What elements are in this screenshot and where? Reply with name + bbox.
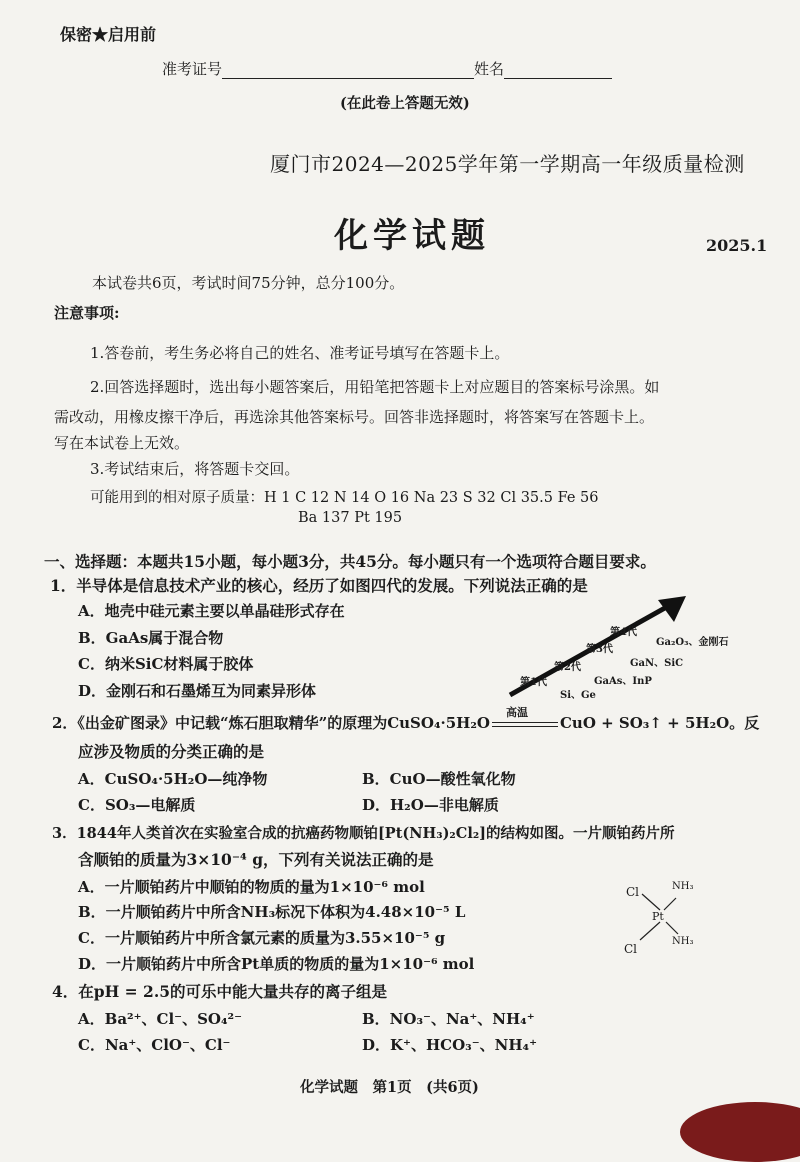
name-blank: [504, 78, 612, 79]
gen4-label: 第4代: [610, 627, 637, 638]
cl-top-label: Cl: [626, 885, 640, 899]
q4-option-a: A．Ba²⁺、Cl⁻、SO₄²⁻: [78, 1010, 243, 1028]
q3-option-d: D．一片顺铂药片中所含Pt单质的物质的量为1×10⁻⁶ mol: [78, 955, 475, 973]
note-2-line2: 需改动，用橡皮擦干净后，再选涂其他答案标号。回答非选择题时，将答案写在答题卡上。: [54, 408, 655, 426]
nh3-bottom-label: NH₃: [672, 936, 694, 947]
bond-pt-cl-bottom: [640, 922, 660, 940]
cl-bottom-label: Cl: [624, 942, 638, 956]
note-3: 3.考试结束后，将答题卡交回。: [90, 460, 300, 478]
q3-stem: 3．1844年人类首次在实验室合成的抗癌药物顺铂[Pt(NH₃)₂Cl₂]的结构如图。一片顺铂药片所: [52, 825, 675, 842]
pt-center-label: Pt: [652, 910, 664, 923]
atomic-mass-line2: Ba 137 Pt 195: [298, 510, 403, 526]
q2-option-d: D．H₂O—非电解质: [362, 796, 499, 814]
q2-option-b: B．CuO—酸性氧化物: [362, 770, 516, 788]
q2-stem-line2: 应涉及物质的分类正确的是: [78, 742, 265, 761]
bond-pt-cl-top: [642, 894, 660, 910]
q2-stem: [52, 706, 760, 733]
gen2-materials: GaAs、InP: [594, 676, 652, 687]
gen3-materials: GaN、SiC: [630, 658, 684, 669]
exam-id-row: [162, 58, 612, 79]
q4-option-d: D．K⁺、HCO₃⁻、NH₄⁺: [362, 1036, 537, 1054]
bond-pt-nh3-top: [664, 898, 676, 910]
q1-stem: 1．半导体是信息技术产业的核心，经历了如图四代的发展。下列说法正确的是: [50, 576, 588, 595]
q2-option-a: A．CuSO₄·5H₂O—纯净物: [78, 770, 268, 788]
name-label: 姓名: [474, 60, 505, 78]
intro-text: 本试卷共6页，考试时间75分钟，总分100分。: [92, 274, 405, 292]
invalid-note: (在此卷上答题无效): [340, 95, 470, 112]
q1-option-c: C．纳米SiC材料属于胶体: [78, 655, 254, 673]
q4-stem: 4．在pH = 2.5的可乐中能大量共存的离子组是: [52, 982, 388, 1001]
q2-stem-part1: 2．《出金矿图录》中记载“炼石胆取精华”的原理为CuSO₄·5H₂O: [52, 714, 490, 732]
nh3-top-label: NH₃: [672, 881, 694, 892]
exam-date: 2025.1: [706, 236, 768, 255]
notes-heading: 注意事项:: [54, 304, 120, 322]
q3-option-b: B．一片顺铂药片中所含NH₃标况下体积为4.48×10⁻⁵ L: [78, 903, 466, 921]
q4-option-c: C．Na⁺、ClO⁻、Cl⁻: [78, 1036, 231, 1054]
q2-option-c: C．SO₃—电解质: [78, 796, 196, 814]
page-footer: 化学试题 第1页 (共6页): [300, 1079, 479, 1096]
q1-option-b: B．GaAs属于混合物: [78, 629, 224, 647]
gen1-label: 第1代: [520, 677, 547, 688]
q4-option-b: B．NO₃⁻、Na⁺、NH₄⁺: [362, 1010, 535, 1028]
q3-stem-line2: 含顺铂的质量为3×10⁻⁴ g，下列有关说法正确的是: [78, 850, 434, 869]
corner-shadow: [680, 1102, 800, 1162]
q3-option-c: C．一片顺铂药片中所含氯元素的质量为3.55×10⁻⁵ g: [78, 929, 446, 947]
q1-option-d: D．金刚石和石墨烯互为同素异形体: [78, 682, 317, 700]
q3-option-a: A．一片顺铂药片中顺铂的物质的量为1×10⁻⁶ mol: [78, 878, 425, 896]
confidential-label: 保密★启用前: [60, 25, 157, 44]
reaction-condition-label: 高温: [505, 706, 528, 719]
gen4-materials: Ga₂O₃、金刚石: [656, 637, 729, 648]
note-1: 1.答卷前，考生务必将自己的姓名、准考证号填写在答题卡上。: [90, 344, 510, 362]
subject-title: 化学试题: [334, 216, 490, 256]
gen3-label: 第3代: [586, 644, 613, 655]
note-2-line3: 写在本试卷上无效。: [54, 434, 190, 452]
q2-stem-part2: CuO + SO₃↑ + 5H₂O。反: [559, 714, 760, 732]
q1-option-a: A．地壳中硅元素主要以单晶硅形式存在: [78, 602, 345, 620]
exam-id-blank: [222, 78, 474, 79]
note-2-line1: 2.回答选择题时，选出每小题答案后，用铅笔把答题卡上对应题目的答案标号涂黑。如: [90, 378, 660, 396]
gen2-label: 第2代: [554, 662, 581, 673]
equals-sign: [492, 722, 558, 727]
exam-title: 厦门市2024—2025学年第一学期高一年级质量检测: [270, 152, 745, 176]
section-heading: 一、选择题：本题共15小题，每小题3分，共45分。每小题只有一个选项符合题目要求。: [44, 552, 656, 571]
gen1-materials: Si、Ge: [560, 690, 596, 701]
bond-pt-nh3-bottom: [666, 922, 678, 934]
exam-id-label: 准考证号: [162, 60, 223, 78]
atomic-mass-line1: 可能用到的相对原子质量：H 1 C 12 N 14 O 16 Na 23 S 32 Cl 35.5 Fe 56: [90, 490, 599, 506]
reaction-condition: [490, 706, 560, 732]
